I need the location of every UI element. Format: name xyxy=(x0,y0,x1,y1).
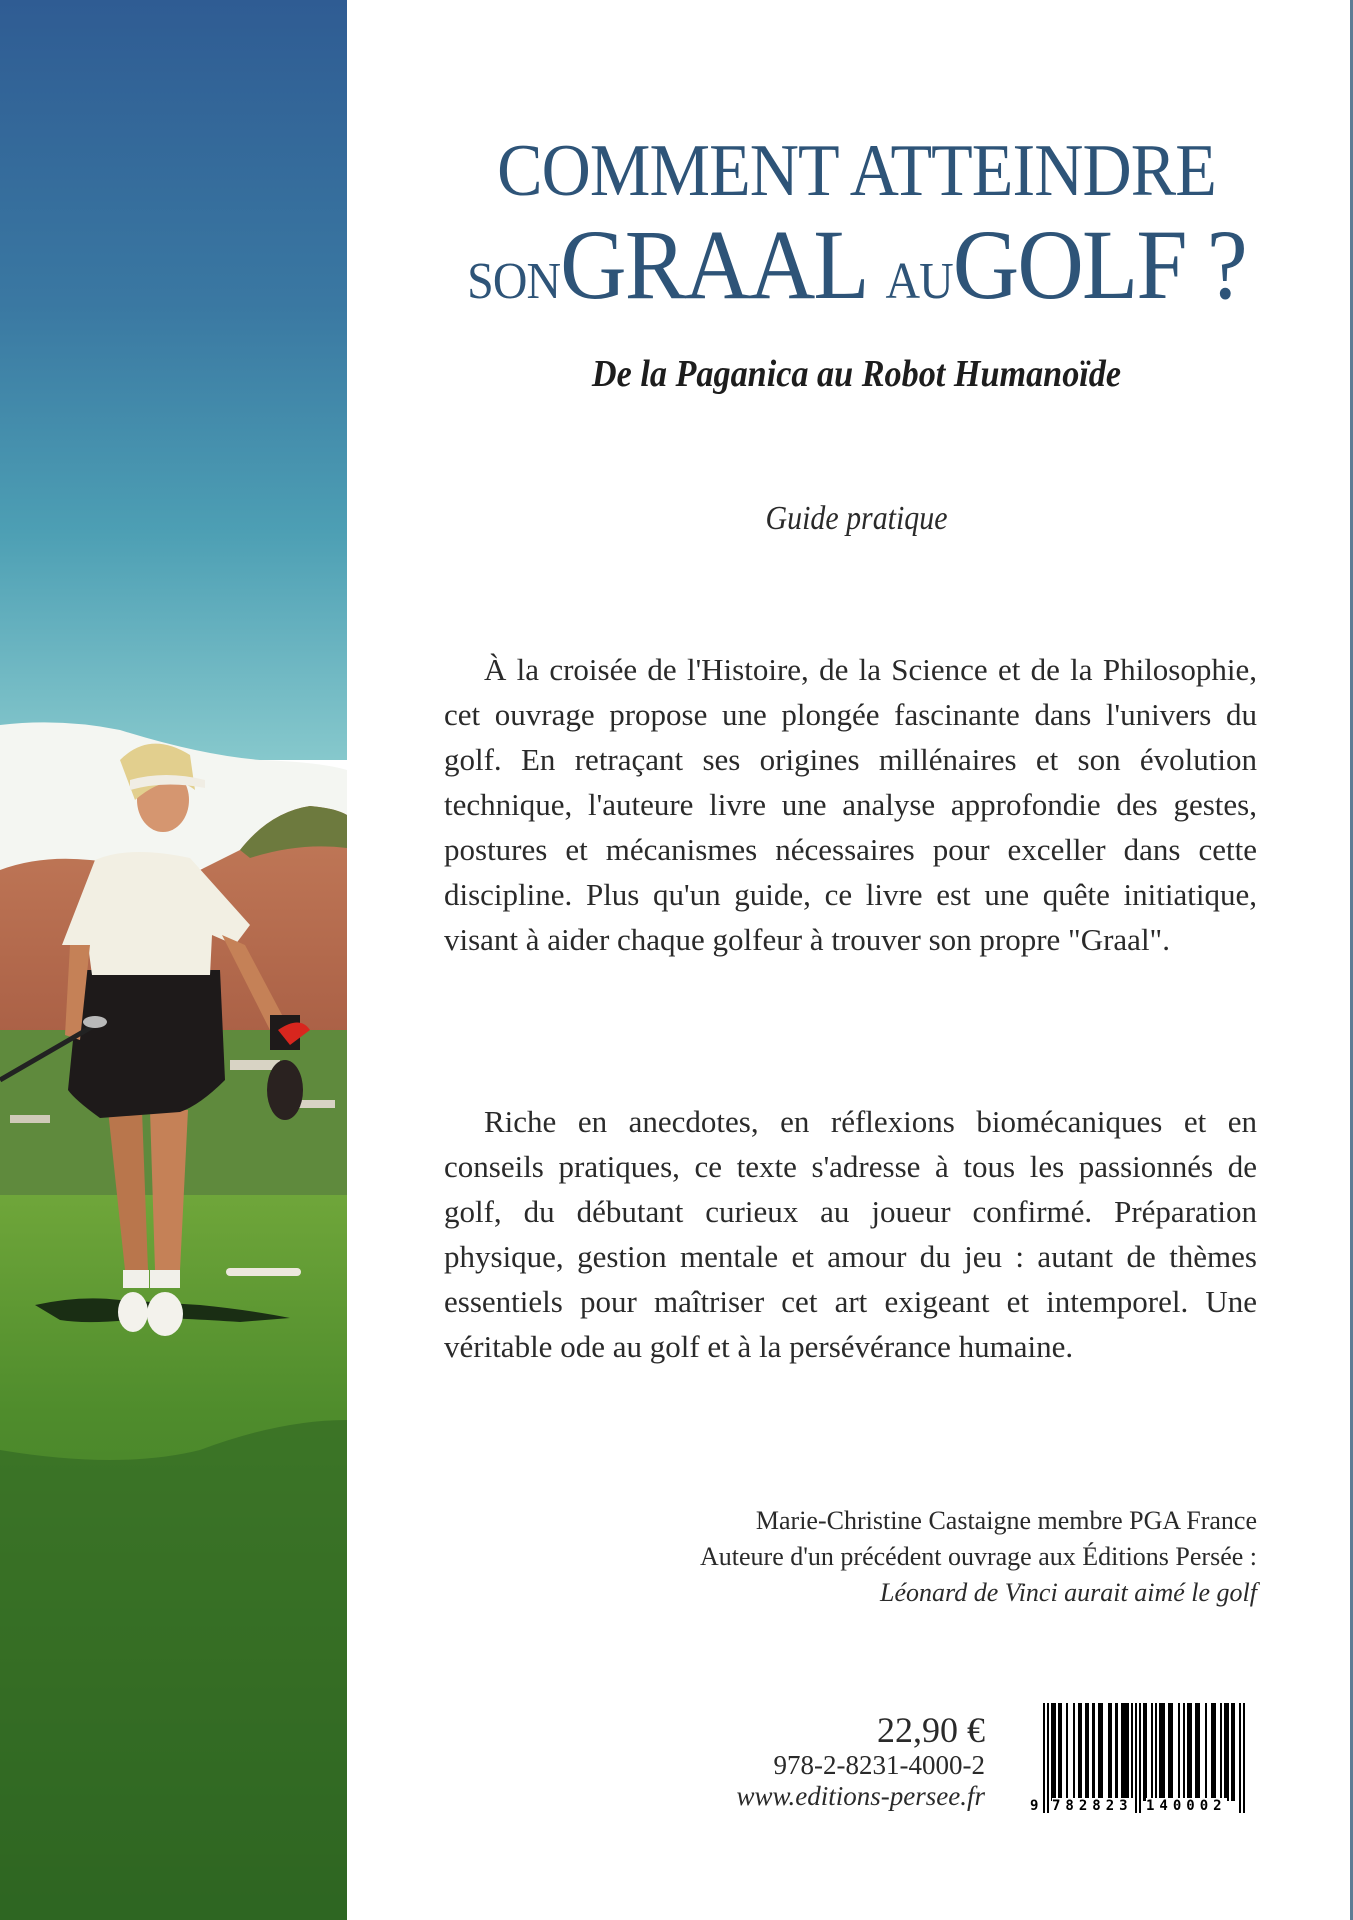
price-block xyxy=(737,1710,985,1812)
blurb-paragraph-1: À la croisée de l'Histoire, de la Science et de la Philosophie, cet ouvrage propose une plongée fascinante dans l'univers du golf. En retraçant ses origines millénaires et son évolution technique, l'auteure livre une analyse approfondie des gestes, postures et mécanismes nécessaires pour exceller dans cette discipline. Plus qu'un guide, ce livre est une quête initiatique, visant à aider chaque golfeur à trouver son propre "Graal". xyxy=(444,652,1257,957)
title-word-graal: GRAAL xyxy=(560,209,865,320)
book-genre: Guide pratique xyxy=(765,500,948,537)
book-price: 22,90 € xyxy=(877,1710,985,1750)
barcode-left-digits: 782823 xyxy=(1052,1798,1133,1814)
barcode-lead-digit: 9 xyxy=(1030,1798,1039,1814)
publisher-url: www.editions-persee.fr xyxy=(736,1781,985,1811)
blurb-paragraph-2: Riche en anecdotes, en réflexions biomécaniques et en conseils pratiques, ce texte s'adresse à tous les passionnés de golf, du débutant curieux au joueur confirmé. Préparation physique, gestion mentale et amour du jeu : autant de thèmes essentiels pour maîtriser cet art exigeant et intemporel. Une véritable ode au golf et à la persévérance humaine. xyxy=(444,1104,1257,1364)
title-word-au: AU xyxy=(885,253,953,310)
barcode-right-digits: 140002 xyxy=(1146,1798,1227,1814)
book-isbn: 978-2-8231-4000-2 xyxy=(773,1750,985,1780)
title-word-son: SON xyxy=(467,253,561,310)
author-info xyxy=(700,1503,1257,1611)
book-title-line-2 xyxy=(400,209,1314,320)
isbn-barcode xyxy=(1030,1700,1260,1815)
previous-work-intro: Auteure d'un précédent ouvrage aux Éditions Persée : xyxy=(700,1542,1257,1571)
cover-photo-golfer xyxy=(0,0,347,1920)
book-subtitle: De la Paganica au Robot Humanoïde xyxy=(591,353,1122,395)
author-name: Marie-Christine Castaigne membre PGA France xyxy=(755,1506,1257,1535)
title-word-golf: GOLF ? xyxy=(952,209,1246,320)
book-title-line-1: COMMENT ATTEINDRE xyxy=(497,130,1216,212)
previous-work-title: Léonard de Vinci aurait aimé le golf xyxy=(880,1578,1257,1607)
